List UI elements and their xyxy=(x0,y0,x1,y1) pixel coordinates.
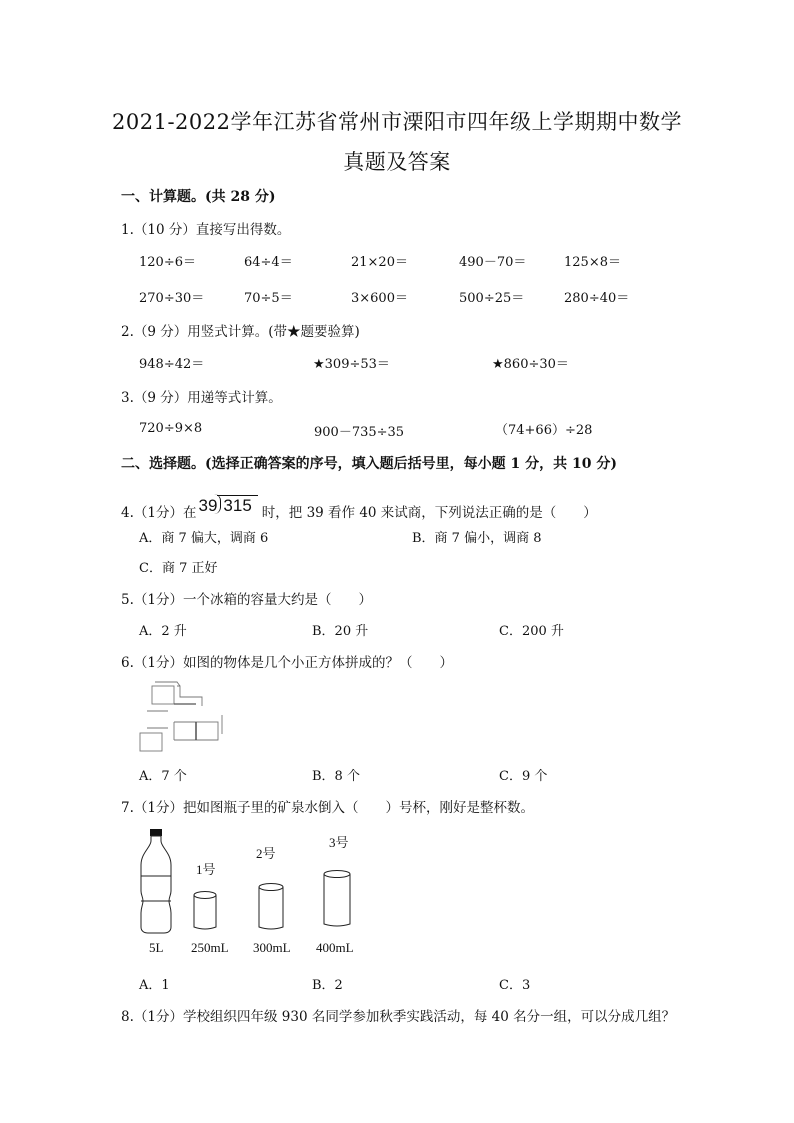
q1-item: 21×20＝ xyxy=(351,255,408,270)
q6-option-a: A．7 个 xyxy=(139,769,187,784)
q1-item: 270÷30＝ xyxy=(139,291,205,306)
cup-2-label: 2号 xyxy=(256,846,276,861)
cup-3-volume: 400mL xyxy=(316,940,354,955)
cube-stack-figure xyxy=(130,670,250,760)
q4-option-a: A．商 7 偏大，调商 6 xyxy=(139,531,269,546)
q4-stem-prefix: 4.（1分）在 xyxy=(121,505,197,521)
q1-item: 280÷40＝ xyxy=(564,291,630,306)
cup-1-volume: 250mL xyxy=(191,940,229,955)
q7-option-b: B．2 xyxy=(312,978,343,993)
q4-option-b: B．商 7 偏小，调商 8 xyxy=(412,531,542,546)
q1-item: 70÷5＝ xyxy=(244,291,293,306)
question-4-stem xyxy=(121,495,597,521)
q1-item: 120÷6＝ xyxy=(139,255,196,270)
q7-option-a: A．1 xyxy=(139,978,170,993)
section-heading-choice: 二、选择题。(选择正确答案的序号，填入题后括号里，每小题 1 分，共 10 分) xyxy=(121,456,617,472)
q1-item: 3×600＝ xyxy=(351,291,408,306)
cup-1-label: 1号 xyxy=(196,862,216,877)
document-title-line1: 2021-2022学年江苏省常州市溧阳市四年级上学期期中数学 xyxy=(112,110,682,134)
q5-option-a: A．2 升 xyxy=(139,624,187,639)
divisor: 39 xyxy=(198,496,218,515)
dividend: 315 xyxy=(217,495,257,516)
long-division-figure xyxy=(198,495,257,516)
cup-3-label: 3号 xyxy=(329,835,349,850)
q1-item: 500÷25＝ xyxy=(459,291,525,306)
question-7-stem: 7.（1分）把如图瓶子里的矿泉水倒入（ ）号杯，刚好是整杯数。 xyxy=(121,800,534,816)
q2-item: ★860÷30＝ xyxy=(492,357,569,372)
q3-item: （74+66）÷28 xyxy=(495,423,593,438)
cup-2-icon xyxy=(258,883,284,931)
q1-item: 125×8＝ xyxy=(564,255,621,270)
q5-option-c: C．200 升 xyxy=(499,624,564,639)
question-3-stem: 3.（9 分）用递等式计算。 xyxy=(121,390,282,406)
question-8-stem: 8.（1分）学校组织四年级 930 名同学参加秋季实践活动，每 40 名分一组，可以分成几组？ xyxy=(121,1009,676,1025)
document-title-line2: 真题及答案 xyxy=(343,150,451,174)
question-1-stem: 1.（10 分）直接写出得数。 xyxy=(121,222,291,238)
water-bottle-icon xyxy=(138,829,174,934)
q1-item: 64÷4＝ xyxy=(244,255,293,270)
cup-2-volume: 300mL xyxy=(253,940,291,955)
q2-item: 948÷42＝ xyxy=(139,357,205,372)
q7-option-c: C．3 xyxy=(499,978,531,993)
q4-stem-suffix: 时，把 39 看作 40 来试商，下列说法正确的是（ ） xyxy=(261,505,597,521)
q6-option-c: C．9 个 xyxy=(499,769,548,784)
q3-item: 720÷9×8 xyxy=(139,421,203,436)
question-2-stem: 2.（9 分）用竖式计算。(带★题要验算) xyxy=(121,324,360,340)
q2-item: ★309÷53＝ xyxy=(313,357,390,372)
q1-item: 490－70＝ xyxy=(459,255,527,270)
q5-option-b: B．20 升 xyxy=(312,624,369,639)
section-heading-calculation: 一、计算题。(共 28 分) xyxy=(121,189,276,205)
bottle-volume-label: 5L xyxy=(149,940,164,955)
q4-option-c: C．商 7 正好 xyxy=(139,561,218,576)
q3-item: 900－735÷35 xyxy=(314,425,405,440)
cup-1-icon xyxy=(193,891,217,931)
q6-option-b: B．8 个 xyxy=(312,769,360,784)
question-5-stem: 5.（1分）一个冰箱的容量大约是（ ） xyxy=(121,592,372,608)
question-6-stem: 6.（1分）如图的物体是几个小正方体拼成的？（ ） xyxy=(121,655,453,671)
cup-3-icon xyxy=(323,870,351,928)
